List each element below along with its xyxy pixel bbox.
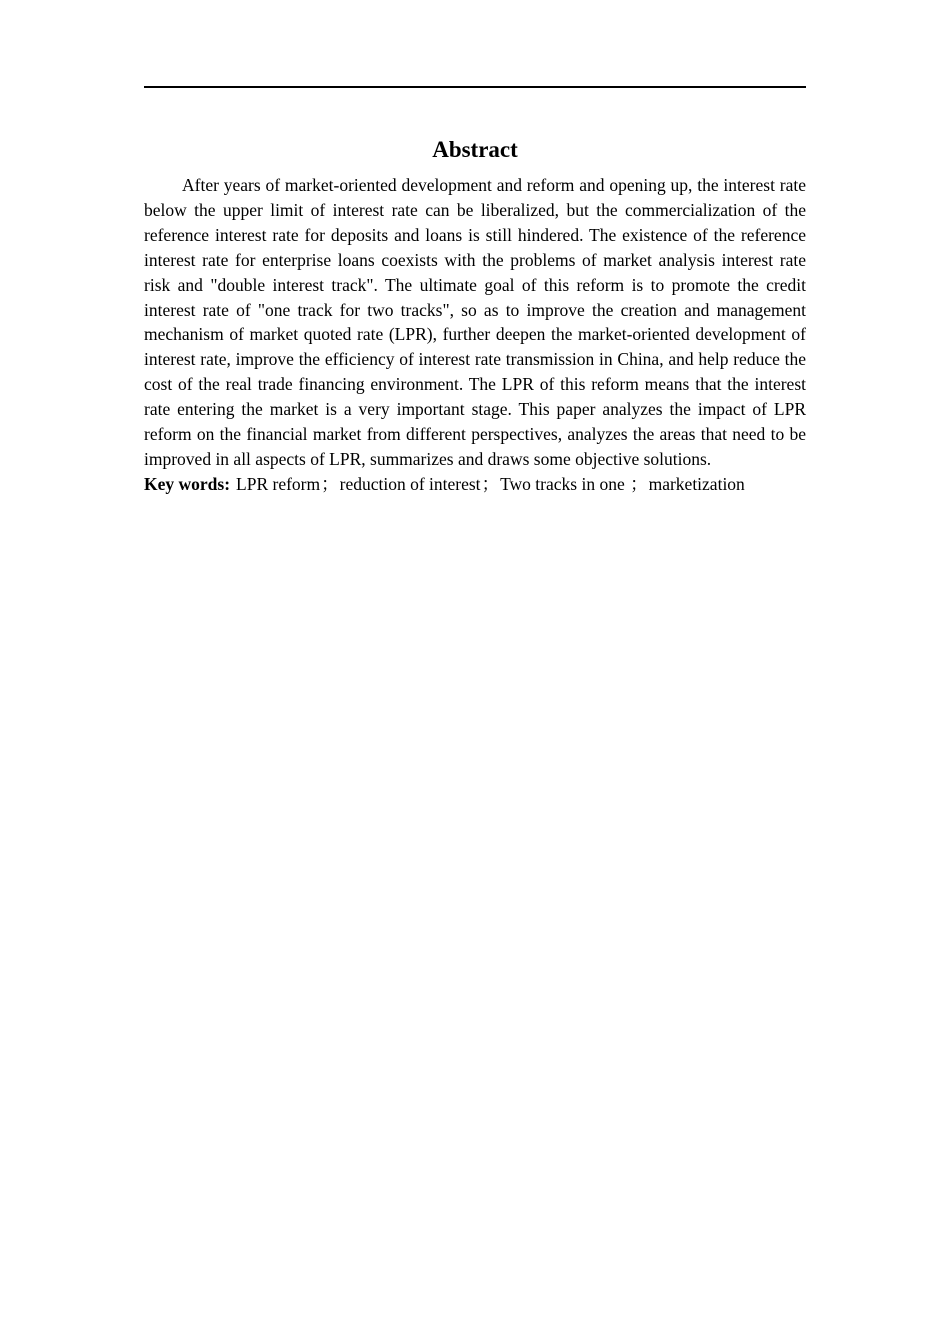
abstract-body: After years of market-oriented development and reform and opening up, the interest rate below the upper limit of interest rate can be liberalized, but the commercialization of the reference interest rate for deposits and loans is still hindered. The existence of the reference interest rate for enterprise loans coexists with the problems of market analysis interest rate risk and "double interest track". The ultimate goal of this reform is to promote the credit interest rate of "one track for two tracks", so as to improve the creation and management mechanism of market quoted rate (LPR), further deepen the market-oriented development of interest rate, improve the efficiency of interest rate transmission in China, and help reduce the cost of the real trade financing environment. The LPR of this reform means that the interest rate entering the market is a very important stage. This paper analyzes the impact of LPR reform on the financial market from different perspectives, analyzes the areas that need to be improved in all aspects of LPR, summarizes and draws some objective solutions. [144, 175, 806, 469]
keywords-label: Key words: [144, 473, 231, 494]
keyword-separator: ； [481, 473, 500, 494]
keyword-separator: ； [321, 473, 339, 494]
keywords-line [144, 472, 806, 497]
abstract-section [144, 134, 806, 497]
keyword-item: marketization [648, 473, 745, 494]
keyword-item: LPR reform [236, 473, 321, 494]
keyword-item: reduction of interest [339, 473, 481, 494]
header-rule [144, 86, 806, 88]
abstract-title: Abstract [432, 137, 518, 162]
keyword-item: Two tracks in one [500, 473, 630, 494]
keyword-separator: ； [630, 473, 648, 494]
